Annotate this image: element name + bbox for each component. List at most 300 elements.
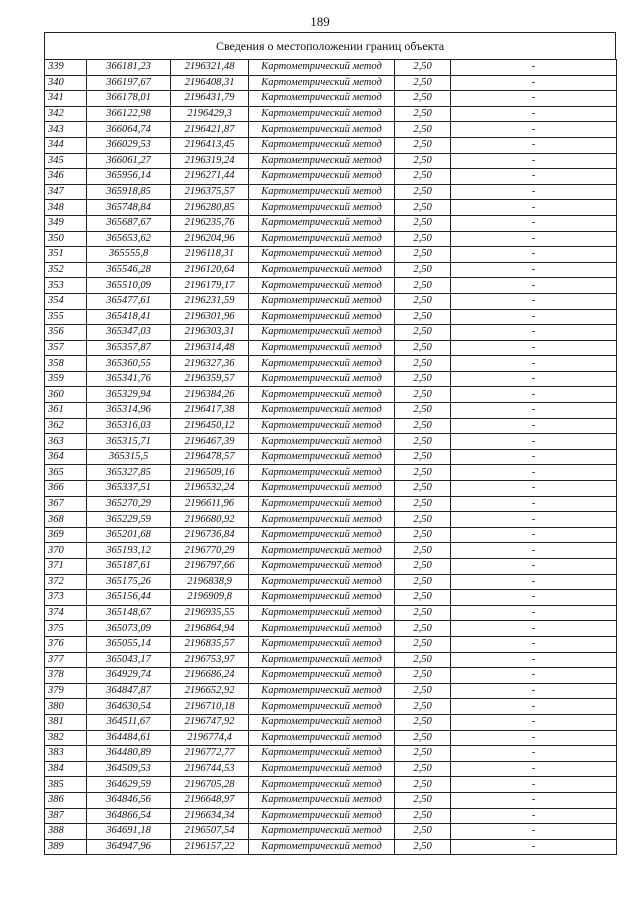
table-row	[45, 652, 617, 668]
y-coordinate-cell: 2196421,87	[171, 122, 249, 138]
table-row	[45, 403, 617, 419]
description-cell: -	[451, 668, 617, 684]
y-coordinate-cell: 2196838,9	[171, 574, 249, 590]
point-number-cell: 352	[45, 262, 87, 278]
description-cell: -	[451, 777, 617, 793]
point-number-cell: 389	[45, 839, 87, 855]
point-number-cell: 383	[45, 746, 87, 762]
table-row	[45, 153, 617, 169]
point-number-cell: 357	[45, 340, 87, 356]
x-coordinate-cell: 365316,03	[87, 418, 171, 434]
accuracy-cell: 2,50	[395, 356, 451, 372]
table-row	[45, 746, 617, 762]
x-coordinate-cell: 365156,44	[87, 590, 171, 606]
y-coordinate-cell: 2196417,38	[171, 403, 249, 419]
accuracy-cell: 2,50	[395, 590, 451, 606]
point-number-cell: 380	[45, 699, 87, 715]
description-cell: -	[451, 293, 617, 309]
accuracy-cell: 2,50	[395, 75, 451, 91]
method-cell: Картометрический метод	[249, 590, 395, 606]
y-coordinate-cell: 2196478,57	[171, 449, 249, 465]
description-cell: -	[451, 730, 617, 746]
method-cell: Картометрический метод	[249, 309, 395, 325]
x-coordinate-cell: 365148,67	[87, 605, 171, 621]
y-coordinate-cell: 2196157,22	[171, 839, 249, 855]
x-coordinate-cell: 365055,14	[87, 636, 171, 652]
accuracy-cell: 2,50	[395, 122, 451, 138]
method-cell: Картометрический метод	[249, 652, 395, 668]
method-cell: Картометрический метод	[249, 247, 395, 263]
table-row	[45, 668, 617, 684]
method-cell: Картометрический метод	[249, 824, 395, 840]
x-coordinate-cell: 365175,26	[87, 574, 171, 590]
y-coordinate-cell: 2196375,57	[171, 184, 249, 200]
point-number-cell: 364	[45, 449, 87, 465]
method-cell: Картометрический метод	[249, 543, 395, 559]
method-cell: Картометрический метод	[249, 231, 395, 247]
method-cell: Картометрический метод	[249, 527, 395, 543]
description-cell: -	[451, 543, 617, 559]
accuracy-cell: 2,50	[395, 605, 451, 621]
x-coordinate-cell: 365546,28	[87, 262, 171, 278]
accuracy-cell: 2,50	[395, 527, 451, 543]
table-row	[45, 340, 617, 356]
y-coordinate-cell: 2196413,45	[171, 137, 249, 153]
y-coordinate-cell: 2196303,31	[171, 325, 249, 341]
y-coordinate-cell: 2196634,34	[171, 808, 249, 824]
point-number-cell: 378	[45, 668, 87, 684]
method-cell: Картометрический метод	[249, 153, 395, 169]
coordinates-table	[44, 59, 617, 855]
accuracy-cell: 2,50	[395, 153, 451, 169]
y-coordinate-cell: 2196321,48	[171, 60, 249, 76]
point-number-cell: 361	[45, 403, 87, 419]
description-cell: -	[451, 746, 617, 762]
point-number-cell: 349	[45, 215, 87, 231]
x-coordinate-cell: 365270,29	[87, 496, 171, 512]
boundary-sheet	[44, 32, 616, 855]
description-cell: -	[451, 278, 617, 294]
point-number-cell: 384	[45, 761, 87, 777]
point-number-cell: 354	[45, 293, 87, 309]
method-cell: Картометрический метод	[249, 636, 395, 652]
y-coordinate-cell: 2196753,97	[171, 652, 249, 668]
y-coordinate-cell: 2196772,77	[171, 746, 249, 762]
x-coordinate-cell: 365314,96	[87, 403, 171, 419]
description-cell: -	[451, 465, 617, 481]
description-cell: -	[451, 481, 617, 497]
point-number-cell: 363	[45, 434, 87, 450]
point-number-cell: 385	[45, 777, 87, 793]
x-coordinate-cell: 365418,41	[87, 309, 171, 325]
y-coordinate-cell: 2196429,3	[171, 106, 249, 122]
x-coordinate-cell: 364511,67	[87, 714, 171, 730]
table-row	[45, 137, 617, 153]
x-coordinate-cell: 365555,8	[87, 247, 171, 263]
method-cell: Картометрический метод	[249, 371, 395, 387]
point-number-cell: 369	[45, 527, 87, 543]
table-row	[45, 605, 617, 621]
point-number-cell: 345	[45, 153, 87, 169]
y-coordinate-cell: 2196705,28	[171, 777, 249, 793]
table-row	[45, 169, 617, 185]
method-cell: Картометрический метод	[249, 340, 395, 356]
y-coordinate-cell: 2196710,18	[171, 699, 249, 715]
description-cell: -	[451, 839, 617, 855]
table-row	[45, 106, 617, 122]
method-cell: Картометрический метод	[249, 137, 395, 153]
table-row	[45, 481, 617, 497]
table-row	[45, 200, 617, 216]
x-coordinate-cell: 364630,54	[87, 699, 171, 715]
table-row	[45, 247, 617, 263]
description-cell: -	[451, 231, 617, 247]
x-coordinate-cell: 364480,89	[87, 746, 171, 762]
table-row	[45, 714, 617, 730]
accuracy-cell: 2,50	[395, 683, 451, 699]
method-cell: Картометрический метод	[249, 434, 395, 450]
y-coordinate-cell: 2196467,39	[171, 434, 249, 450]
table-row	[45, 777, 617, 793]
y-coordinate-cell: 2196179,17	[171, 278, 249, 294]
accuracy-cell: 2,50	[395, 761, 451, 777]
method-cell: Картометрический метод	[249, 512, 395, 528]
description-cell: -	[451, 153, 617, 169]
x-coordinate-cell: 365956,14	[87, 169, 171, 185]
x-coordinate-cell: 366064,74	[87, 122, 171, 138]
accuracy-cell: 2,50	[395, 215, 451, 231]
x-coordinate-cell: 365201,68	[87, 527, 171, 543]
table-row	[45, 636, 617, 652]
description-cell: -	[451, 371, 617, 387]
accuracy-cell: 2,50	[395, 106, 451, 122]
x-coordinate-cell: 365193,12	[87, 543, 171, 559]
table-row	[45, 808, 617, 824]
description-cell: -	[451, 605, 617, 621]
description-cell: -	[451, 512, 617, 528]
x-coordinate-cell: 365360,55	[87, 356, 171, 372]
coordinates-table-body	[45, 60, 617, 855]
method-cell: Картометрический метод	[249, 559, 395, 575]
method-cell: Картометрический метод	[249, 605, 395, 621]
description-cell: -	[451, 75, 617, 91]
y-coordinate-cell: 2196450,12	[171, 418, 249, 434]
method-cell: Картометрический метод	[249, 746, 395, 762]
accuracy-cell: 2,50	[395, 496, 451, 512]
section-title: Сведения о местоположении границ объекта	[44, 32, 616, 59]
method-cell: Картометрический метод	[249, 449, 395, 465]
accuracy-cell: 2,50	[395, 200, 451, 216]
accuracy-cell: 2,50	[395, 60, 451, 76]
x-coordinate-cell: 365337,51	[87, 481, 171, 497]
point-number-cell: 346	[45, 169, 87, 185]
description-cell: -	[451, 808, 617, 824]
accuracy-cell: 2,50	[395, 621, 451, 637]
point-number-cell: 359	[45, 371, 87, 387]
method-cell: Картометрический метод	[249, 262, 395, 278]
y-coordinate-cell: 2196431,79	[171, 91, 249, 107]
x-coordinate-cell: 365918,85	[87, 184, 171, 200]
accuracy-cell: 2,50	[395, 91, 451, 107]
y-coordinate-cell: 2196686,24	[171, 668, 249, 684]
x-coordinate-cell: 365687,67	[87, 215, 171, 231]
point-number-cell: 374	[45, 605, 87, 621]
y-coordinate-cell: 2196384,26	[171, 387, 249, 403]
table-row	[45, 278, 617, 294]
y-coordinate-cell: 2196797,66	[171, 559, 249, 575]
description-cell: -	[451, 184, 617, 200]
method-cell: Картометрический метод	[249, 200, 395, 216]
description-cell: -	[451, 309, 617, 325]
table-row	[45, 683, 617, 699]
description-cell: -	[451, 418, 617, 434]
accuracy-cell: 2,50	[395, 543, 451, 559]
description-cell: -	[451, 106, 617, 122]
accuracy-cell: 2,50	[395, 465, 451, 481]
table-row	[45, 621, 617, 637]
point-number-cell: 340	[45, 75, 87, 91]
point-number-cell: 373	[45, 590, 87, 606]
accuracy-cell: 2,50	[395, 247, 451, 263]
accuracy-cell: 2,50	[395, 824, 451, 840]
table-row	[45, 574, 617, 590]
description-cell: -	[451, 403, 617, 419]
y-coordinate-cell: 2196909,8	[171, 590, 249, 606]
description-cell: -	[451, 590, 617, 606]
description-cell: -	[451, 356, 617, 372]
table-row	[45, 824, 617, 840]
table-row	[45, 496, 617, 512]
method-cell: Картометрический метод	[249, 481, 395, 497]
table-row	[45, 543, 617, 559]
x-coordinate-cell: 365187,61	[87, 559, 171, 575]
point-number-cell: 351	[45, 247, 87, 263]
point-number-cell: 375	[45, 621, 87, 637]
point-number-cell: 350	[45, 231, 87, 247]
method-cell: Картометрический метод	[249, 278, 395, 294]
y-coordinate-cell: 2196864,94	[171, 621, 249, 637]
accuracy-cell: 2,50	[395, 652, 451, 668]
table-row	[45, 184, 617, 200]
point-number-cell: 343	[45, 122, 87, 138]
method-cell: Картометрический метод	[249, 730, 395, 746]
accuracy-cell: 2,50	[395, 636, 451, 652]
point-number-cell: 348	[45, 200, 87, 216]
x-coordinate-cell: 365357,87	[87, 340, 171, 356]
point-number-cell: 370	[45, 543, 87, 559]
table-row	[45, 434, 617, 450]
point-number-cell: 376	[45, 636, 87, 652]
description-cell: -	[451, 496, 617, 512]
y-coordinate-cell: 2196507,54	[171, 824, 249, 840]
description-cell: -	[451, 247, 617, 263]
y-coordinate-cell: 2196736,84	[171, 527, 249, 543]
table-row	[45, 527, 617, 543]
table-row	[45, 215, 617, 231]
point-number-cell: 386	[45, 792, 87, 808]
point-number-cell: 356	[45, 325, 87, 341]
accuracy-cell: 2,50	[395, 730, 451, 746]
method-cell: Картометрический метод	[249, 356, 395, 372]
method-cell: Картометрический метод	[249, 91, 395, 107]
accuracy-cell: 2,50	[395, 293, 451, 309]
y-coordinate-cell: 2196680,92	[171, 512, 249, 528]
y-coordinate-cell: 2196744,53	[171, 761, 249, 777]
method-cell: Картометрический метод	[249, 574, 395, 590]
description-cell: -	[451, 137, 617, 153]
point-number-cell: 371	[45, 559, 87, 575]
accuracy-cell: 2,50	[395, 714, 451, 730]
point-number-cell: 388	[45, 824, 87, 840]
method-cell: Картометрический метод	[249, 792, 395, 808]
y-coordinate-cell: 2196280,85	[171, 200, 249, 216]
method-cell: Картометрический метод	[249, 418, 395, 434]
method-cell: Картометрический метод	[249, 699, 395, 715]
table-row	[45, 699, 617, 715]
x-coordinate-cell: 365073,09	[87, 621, 171, 637]
accuracy-cell: 2,50	[395, 449, 451, 465]
x-coordinate-cell: 366178,01	[87, 91, 171, 107]
accuracy-cell: 2,50	[395, 668, 451, 684]
y-coordinate-cell: 2196652,92	[171, 683, 249, 699]
x-coordinate-cell: 366197,67	[87, 75, 171, 91]
description-cell: -	[451, 340, 617, 356]
table-row	[45, 371, 617, 387]
point-number-cell: 353	[45, 278, 87, 294]
y-coordinate-cell: 2196319,24	[171, 153, 249, 169]
y-coordinate-cell: 2196314,48	[171, 340, 249, 356]
description-cell: -	[451, 434, 617, 450]
description-cell: -	[451, 200, 617, 216]
point-number-cell: 347	[45, 184, 87, 200]
x-coordinate-cell: 365315,5	[87, 449, 171, 465]
method-cell: Картометрический метод	[249, 714, 395, 730]
description-cell: -	[451, 699, 617, 715]
point-number-cell: 377	[45, 652, 87, 668]
y-coordinate-cell: 2196509,16	[171, 465, 249, 481]
x-coordinate-cell: 365329,94	[87, 387, 171, 403]
description-cell: -	[451, 559, 617, 575]
y-coordinate-cell: 2196327,36	[171, 356, 249, 372]
table-row	[45, 512, 617, 528]
x-coordinate-cell: 364484,61	[87, 730, 171, 746]
point-number-cell: 387	[45, 808, 87, 824]
description-cell: -	[451, 169, 617, 185]
y-coordinate-cell: 2196935,55	[171, 605, 249, 621]
table-row	[45, 325, 617, 341]
table-row	[45, 122, 617, 138]
accuracy-cell: 2,50	[395, 231, 451, 247]
description-cell: -	[451, 215, 617, 231]
table-row	[45, 449, 617, 465]
description-cell: -	[451, 262, 617, 278]
method-cell: Картометрический метод	[249, 60, 395, 76]
x-coordinate-cell: 364509,53	[87, 761, 171, 777]
description-cell: -	[451, 574, 617, 590]
accuracy-cell: 2,50	[395, 262, 451, 278]
y-coordinate-cell: 2196611,96	[171, 496, 249, 512]
point-number-cell: 339	[45, 60, 87, 76]
point-number-cell: 367	[45, 496, 87, 512]
method-cell: Картометрический метод	[249, 761, 395, 777]
table-row	[45, 839, 617, 855]
description-cell: -	[451, 761, 617, 777]
y-coordinate-cell: 2196747,92	[171, 714, 249, 730]
table-row	[45, 559, 617, 575]
y-coordinate-cell: 2196770,29	[171, 543, 249, 559]
method-cell: Картометрический метод	[249, 808, 395, 824]
y-coordinate-cell: 2196204,96	[171, 231, 249, 247]
table-row	[45, 387, 617, 403]
method-cell: Картометрический метод	[249, 683, 395, 699]
method-cell: Картометрический метод	[249, 465, 395, 481]
x-coordinate-cell: 366029,53	[87, 137, 171, 153]
y-coordinate-cell: 2196235,76	[171, 215, 249, 231]
y-coordinate-cell: 2196532,24	[171, 481, 249, 497]
y-coordinate-cell: 2196648,97	[171, 792, 249, 808]
description-cell: -	[451, 449, 617, 465]
description-cell: -	[451, 387, 617, 403]
method-cell: Картометрический метод	[249, 839, 395, 855]
point-number-cell: 372	[45, 574, 87, 590]
x-coordinate-cell: 364629,59	[87, 777, 171, 793]
accuracy-cell: 2,50	[395, 371, 451, 387]
accuracy-cell: 2,50	[395, 418, 451, 434]
y-coordinate-cell: 2196408,31	[171, 75, 249, 91]
point-number-cell: 341	[45, 91, 87, 107]
accuracy-cell: 2,50	[395, 434, 451, 450]
y-coordinate-cell: 2196118,31	[171, 247, 249, 263]
x-coordinate-cell: 365327,85	[87, 465, 171, 481]
method-cell: Картометрический метод	[249, 496, 395, 512]
accuracy-cell: 2,50	[395, 325, 451, 341]
x-coordinate-cell: 364947,96	[87, 839, 171, 855]
x-coordinate-cell: 364691,18	[87, 824, 171, 840]
point-number-cell: 362	[45, 418, 87, 434]
x-coordinate-cell: 364866,54	[87, 808, 171, 824]
x-coordinate-cell: 365043,17	[87, 652, 171, 668]
method-cell: Картометрический метод	[249, 403, 395, 419]
method-cell: Картометрический метод	[249, 387, 395, 403]
y-coordinate-cell: 2196120,64	[171, 262, 249, 278]
accuracy-cell: 2,50	[395, 403, 451, 419]
description-cell: -	[451, 652, 617, 668]
table-row	[45, 730, 617, 746]
accuracy-cell: 2,50	[395, 309, 451, 325]
method-cell: Картометрический метод	[249, 215, 395, 231]
method-cell: Картометрический метод	[249, 621, 395, 637]
y-coordinate-cell: 2196774,4	[171, 730, 249, 746]
x-coordinate-cell: 365315,71	[87, 434, 171, 450]
description-cell: -	[451, 60, 617, 76]
page-number: 189	[310, 14, 330, 29]
description-cell: -	[451, 824, 617, 840]
method-cell: Картометрический метод	[249, 293, 395, 309]
description-cell: -	[451, 122, 617, 138]
x-coordinate-cell: 364846,56	[87, 792, 171, 808]
accuracy-cell: 2,50	[395, 574, 451, 590]
accuracy-cell: 2,50	[395, 746, 451, 762]
x-coordinate-cell: 366061,27	[87, 153, 171, 169]
accuracy-cell: 2,50	[395, 169, 451, 185]
table-row	[45, 418, 617, 434]
method-cell: Картометрический метод	[249, 106, 395, 122]
point-number-cell: 355	[45, 309, 87, 325]
method-cell: Картометрический метод	[249, 325, 395, 341]
table-row	[45, 465, 617, 481]
description-cell: -	[451, 683, 617, 699]
point-number-cell: 381	[45, 714, 87, 730]
